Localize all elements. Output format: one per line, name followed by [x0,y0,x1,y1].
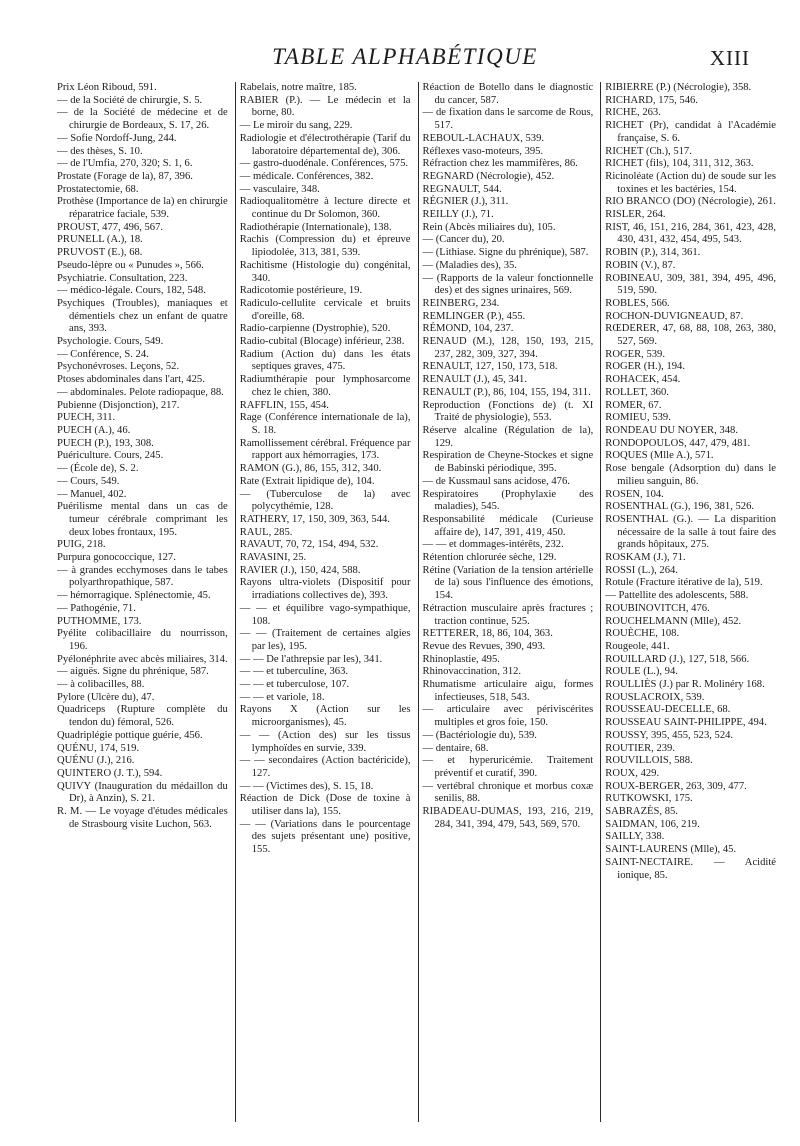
index-entry: — Pathogénie, 71. [57,602,136,614]
index-entry: REGNAULT, 544. [422,183,502,195]
index-entry: Réflexes vaso-moteurs, 395. [422,145,544,157]
index-entry: QUÉNU, 174, 519. [57,742,140,754]
index-entry: ROBIN (V.), 87. [605,259,676,271]
index-entry: Radioqualitomètre à lecture directe et continue du Dr Solomon, 360. [239,196,411,221]
index-entry: — Le miroir du sang, 229. [239,120,353,132]
index-entry: Reproduction (Fonctions de) (t. XI Traité de physiologie), 553. [422,399,594,424]
index-entry: RABIER (P.). — Le médecin et la borne, 80. [239,94,411,119]
index-entry: PUTHOMME, 173. [57,615,142,627]
index-entry: — — et équilibre vago-sympathique, 108. [239,602,411,627]
index-entry: RÉGNIER (J.), 311. [422,196,509,208]
index-column-4 [600,82,776,1122]
index-entry: Responsabilité médicale (Curieuse affaire de), 147, 391, 419, 450. [422,513,594,538]
index-entry: ROULLIÈS (J.) par R. Molinéry 168. [605,679,765,691]
index-entry: ROGER, 539. [605,348,665,360]
index-entry: ROUCHELMANN (Mlle), 452. [605,615,742,627]
index-entry: — — et tuberculine, 363. [239,666,349,678]
index-entry: ROBIN (P.), 314, 361. [605,247,701,259]
index-entry: SAIDMAN, 106, 219. [605,818,700,830]
index-entry: ROHACEK, 454. [605,374,681,386]
index-entry: RUTKOWSKI, 175. [605,793,693,805]
index-entry: Revue des Revues, 390, 493. [422,640,546,652]
index-entry: RICHET (Pr), candidat à l'Académie française, S. 6. [605,120,776,144]
index-entry: ROUSSEAU-DECELLE, 68. [605,704,731,716]
index-entry: Puériculture. Cours, 245. [57,450,164,462]
index-entry: Psychologie. Cours, 549. [57,336,164,348]
index-entry: — vertébral chronique et morbus coxæ senilis, 88. [422,780,594,805]
index-entry: RENAULT (J.), 45, 341. [422,374,527,386]
index-entry: Respiratoires (Prophylaxie des maladies), 545. [422,488,594,513]
index-entry: — (Cancer du), 20. [422,234,505,246]
index-entry: Pyélite colibacillaire du nourrisson, 196. [57,628,228,652]
index-entry: ROBINEAU, 309, 381, 394, 495, 496, 519, 590. [605,272,776,297]
index-entry: RAUL, 285. [239,526,293,538]
index-entry: RATHERY, 17, 150, 309, 363, 544. [239,513,390,525]
index-entry: RAVIER (J.), 150, 424, 588. [239,564,361,576]
index-entry: RAMON (G.), 86, 155, 312, 340. [239,463,382,475]
index-entry: ROCHON-DUVIGNEAUD, 87. [605,310,744,322]
index-entry: ROSEN, 104. [605,488,664,500]
index-entry: PUECH, 311. [57,412,116,424]
index-entry: RIBADEAU-DUMAS, 193, 216, 219, 284, 341, 394, 479, 543, 569, 570. [422,806,594,830]
index-entry: Quadriceps (Rupture complète du tendon du) fémoral, 526. [57,704,228,729]
index-entry: Rhinovaccination, 312. [422,666,522,678]
index-entry: — (Tuberculose de la) avec polycythémie, 128. [239,488,411,513]
index-entry: Radiumthérapie pour lymphosarcome chez le chien, 380. [239,374,411,398]
index-entry: REBOUL-LACHAUX, 539. [422,132,545,144]
index-entry: ROUBINOVITCH, 476. [605,602,710,614]
index-entry: ROSENTHAL (G.). — La disparition nécessaire de la salle à tout faire des grands hôpitaux, 275. [605,513,776,551]
index-entry: ROUX, 429. [605,767,660,779]
index-entry: ROBLES, 566. [605,297,670,309]
index-entry: REMLINGER (P.), 455. [422,310,526,322]
index-entry: ROLLET, 360. [605,386,669,398]
index-entry: RIBIERRE (P.) (Nécrologie), 358. [605,82,752,93]
index-entry: Rougeole, 441. [605,640,670,652]
index-entry: RONDEAU DU NOYER, 348. [605,424,738,436]
index-entry: — (Bactériologie du), 539. [422,729,537,741]
index-entry: ROSSI (L.), 264. [605,564,678,576]
index-entry: Rayons ultra-violets (Dispositif pour irradiations collectives de), 393. [239,577,411,602]
index-entry: PRUNELL (A.), 18. [57,234,143,246]
index-entry: RISLER, 264. [605,209,666,221]
index-entry: Rachitisme (Histologie du) congénital, 340. [239,259,411,284]
index-entry: — des thèses, S. 10. [57,145,143,157]
index-column-2 [235,82,411,1122]
index-columns [57,82,776,1122]
index-entry: RAFFLIN, 155, 454. [239,399,329,411]
index-entry: RICHE, 263. [605,107,661,119]
index-entry: Radiothérapie (Internationale), 138. [239,221,392,233]
index-entry: Réserve alcaline (Régulation de la), 129. [422,424,594,449]
index-entry: Rose bengale (Adsorption du) dans le milieu sanguin, 86. [605,463,776,487]
index-entry: Pylore (Ulcère du), 47. [57,691,155,703]
index-entry: Rate (Extrait lipidique de), 104. [239,475,375,487]
index-entry: RŒDERER, 47, 68, 88, 108, 263, 380, 527, 569. [605,323,776,348]
index-entry: RÉMOND, 104, 237. [422,323,514,335]
index-entry: Pubienne (Disjonction), 217. [57,399,180,411]
index-entry: — Sofie Nordoff-Jung, 244. [57,132,177,144]
index-entry: ROUSSEAU SAINT-PHILIPPE, 494. [605,717,767,729]
index-entry: — de la Société de chirurgie, S. 5. [57,94,203,106]
index-entry: Rayons X (Action sur les microorganismes), 45. [239,704,411,729]
index-entry: — de la Société de médecine et de chirurgie de Bordeaux, S. 17, 26. [57,107,228,132]
index-entry: Réaction de Botello dans le diagnostic du cancer, 587. [422,82,594,106]
index-entry: — — (Action des) sur les tissus lymphoïdes en survie, 339. [239,729,411,754]
index-entry: Rhinoplastie, 495. [422,653,500,665]
index-entry: Respiration de Cheyne-Stockes et signe de Babinski périodique, 395. [422,450,594,475]
index-entry: ROGER (H.), 194. [605,361,685,373]
index-entry: Rétraction musculaire après fractures ; traction continue, 525. [422,602,594,627]
index-entry: — Pattellite des adolescents, 588. [605,590,749,602]
index-entry: RENAULT, 127, 150, 173, 518. [422,361,558,373]
index-entry: — (Rapports de la valeur fonctionnelle des) et des signes urinaires, 569. [422,272,594,297]
index-entry: Radium (Action du) dans les états septiques graves, 475. [239,348,411,373]
index-entry: RICHET (Ch.), 517. [605,145,692,157]
index-entry: Psychiatrie. Consultation, 223. [57,272,188,284]
index-entry: — aiguës. Signe du phrénique, 587. [57,666,209,678]
page-header [60,44,750,84]
index-entry: Quadriplégie pottique guérie, 456. [57,729,203,741]
index-entry: Radio-cubital (Blocage) inférieur, 238. [239,336,405,348]
index-entry: ROQUES (Mlle A.), 571. [605,450,714,462]
index-entry: ROSENTHAL (G.), 196, 381, 526. [605,501,755,513]
index-entry: ROMIEU, 539. [605,412,671,424]
index-entry: — de l'Umfia, 270, 320; S. 1, 6. [57,158,193,170]
index-entry: RONDOPOULOS, 447, 479, 481. [605,437,751,449]
index-entry: Ramollissement cérébral. Fréquence par rapport aux hémorragies, 173. [239,437,411,462]
index-entry: Rein (Abcès miliaires du), 105. [422,221,556,233]
index-entry: SAILLY, 338. [605,831,665,843]
index-entry: — à colibacilles, 88. [57,679,145,691]
index-entry: PRUVOST (E.), 68. [57,247,143,259]
index-entry: Prothèse (Importance de la) en chirurgie réparatrice faciale, 539. [57,196,228,221]
index-entry: Puérilisme mental dans un cas de tumeur cérébrale comprimant les deux lobes frontaux, 195. [57,501,228,538]
index-entry: PUECH (A.), 46. [57,424,131,436]
index-entry: — — secondaires (Action bactéricide), 127. [239,755,411,779]
index-entry: — à grandes ecchymoses dans le tabes polyarthropathique, 587. [57,564,228,589]
page-title: TABLE ALPHABÉTIQUE [272,44,538,69]
index-entry: Prostatectomie, 68. [57,183,139,195]
index-entry: PUIG, 218. [57,539,106,551]
index-entry: Prostate (Forage de la), 87, 396. [57,170,193,182]
index-entry: ROMER, 67. [605,399,662,411]
index-entry: — (Lithiase. Signe du phrénique), 587. [422,247,589,259]
index-entry: Rachis (Compression du) et épreuve lipiodolée, 313, 381, 539. [239,234,411,259]
index-entry: RIST, 46, 151, 216, 284, 361, 423, 428, 430, 431, 432, 454, 495, 543. [605,221,776,246]
index-entry: ROUVILLOIS, 588. [605,755,693,767]
index-entry: Rabelais, notre maître, 185. [239,82,357,93]
index-entry: RICHARD, 175, 546. [605,94,698,106]
index-entry: Radicotomie postérieure, 19. [239,285,363,297]
index-entry: — Cours, 549. [57,475,120,487]
index-entry: PUECH (P.), 193, 308. [57,437,154,449]
index-entry: Pyélonéphrite avec abcès miliaires, 314. [57,653,228,665]
index-entry: RETTERER, 18, 86, 104, 363. [422,628,553,640]
index-entry: Rétine (Variation de la tension artérielle de la) sous l'influence des émotions, 154. [422,564,594,602]
index-entry: — Manuel, 402. [57,488,127,500]
index-entry: — vasculaire, 348. [239,183,320,195]
index-entry: RIO BRANCO (DO) (Nécrologie), 261. [605,196,776,208]
index-entry: — hémorragique. Splénectomie, 45. [57,590,211,602]
index-entry: — (Maladies des), 35. [422,259,517,271]
index-entry: Rotule (Fracture itérative de la), 519. [605,577,763,589]
index-entry: REGNARD (Nécrologie), 452. [422,170,555,182]
index-entry: — dentaire, 68. [422,742,489,754]
index-entry: — articulaire avec périviscérites multiples et gros foie, 150. [422,704,594,729]
index-column-1 [57,82,228,1122]
index-entry: R. M. — Le voyage d'études médicales de Strasbourg visite Luchon, 563. [57,806,228,830]
index-entry: — gastro-duodénale. Conférences, 575. [239,158,409,170]
index-entry: Ricinoléate (Action du) de soude sur les toxines et les bactéries, 154. [605,170,776,195]
index-entry: ROUÈCHE, 108. [605,628,680,640]
index-entry: QUÉNU (J.), 216. [57,755,135,767]
index-entry: Psychonévroses. Leçons, 52. [57,361,180,373]
index-entry: REINBERG, 234. [422,297,500,309]
index-entry: REILLY (J.), 71. [422,209,494,221]
index-entry: ROUILLARD (J.), 127, 518, 566. [605,653,750,665]
index-entry: QUINTERO (J. T.), 594. [57,767,163,779]
index-entry: — de Kussmaul sans acidose, 476. [422,475,570,487]
index-entry: — — (Variations dans le pourcentage des sujets présentant une) positive, 155. [239,818,411,856]
index-entry: — de fixation dans le sarcome de Rous, 517. [422,107,594,132]
index-entry: ROUSSY, 395, 455, 523, 524. [605,729,734,741]
index-entry: — médico-légale. Cours, 182, 548. [57,285,206,297]
index-entry: PROUST, 477, 496, 567. [57,221,164,233]
index-entry: SAINT-NECTAIRE. — Acidité ionique, 85. [605,856,776,881]
index-entry: Radiologie et d'électrothérapie (Tarif du laboratoire départemental de), 306. [239,132,411,157]
index-entry: Rhumatisme articulaire aigu, formes infectieuses, 518, 543. [422,679,594,703]
index-entry: Ptoses abdominales dans l'art, 425. [57,374,205,386]
index-entry: SAINT-LAURENS (Mlle), 45. [605,844,737,856]
index-entry: Pseudo-lèpre ou « Punudes », 566. [57,259,204,271]
index-entry: — et hyperuricémie. Traitement préventif et curatif, 390. [422,755,594,779]
index-entry: Rage (Conférence internationale de la), S. 18. [239,412,411,436]
index-entry: Psychiques (Troubles), maniaques et démentiels chez un enfant de quatre ans, 393. [57,297,228,335]
index-entry: Radiculo-cellulite cervicale et bruits d'oreille, 68. [239,297,411,322]
index-entry: RENAUD (M.), 128, 150, 193, 215, 237, 282, 309, 327, 394. [422,336,594,360]
index-entry: RICHET (fils), 104, 311, 312, 363. [605,158,754,170]
index-entry: RENAULT (P.), 86, 104, 155, 194, 311. [422,386,591,398]
index-entry: Prix Léon Riboud, 591. [57,82,157,93]
index-entry: Réfraction chez les mammifères, 86. [422,158,578,170]
index-entry: ROUSLACROIX, 539. [605,691,705,703]
index-entry: ROUTIER, 239. [605,742,675,754]
index-entry: QUIVY (Inauguration du médaillon du Dr), à Anzin), S. 21. [57,780,228,805]
index-entry: RAVASINI, 25. [239,552,307,564]
index-entry: Purpura gonococcique, 127. [57,552,176,564]
index-entry: — — et dommages-intérêts, 232. [422,539,564,551]
index-entry: ROSKAM (J.), 71. [605,552,686,564]
index-column-3 [418,82,594,1122]
index-entry: Réaction de Dick (Dose de toxine à utiliser dans la), 155. [239,793,411,818]
index-entry: — — De l'athrepsie par les), 341. [239,653,383,665]
index-entry: SABRAZÈS, 85. [605,806,678,818]
index-entry: — — (Traitement de certaines algies par les), 195. [239,628,411,652]
index-entry: RAVAUT, 70, 72, 154, 494, 532. [239,539,379,551]
index-entry: — médicale. Conférences, 382. [239,170,374,182]
index-entry: ROUX-BERGER, 263, 309, 477. [605,780,747,792]
page-number: XIII [709,46,750,70]
index-entry: — — (Victimes des), S. 15, 18. [239,780,374,792]
index-entry: Rétention chlorurée sèche, 129. [422,552,557,564]
index-entry: — (École de), S. 2. [57,463,139,475]
index-entry: — — et variole, 18. [239,691,325,703]
index-entry: — abdominales. Pelote radiopaque, 88. [57,386,224,398]
index-entry: — — et tuberculose, 107. [239,679,350,691]
index-entry: ROULE (L.), 94. [605,666,678,678]
index-entry: Radio-carpienne (Dystrophie), 520. [239,323,391,335]
index-entry: — Conférence, S. 24. [57,348,149,360]
